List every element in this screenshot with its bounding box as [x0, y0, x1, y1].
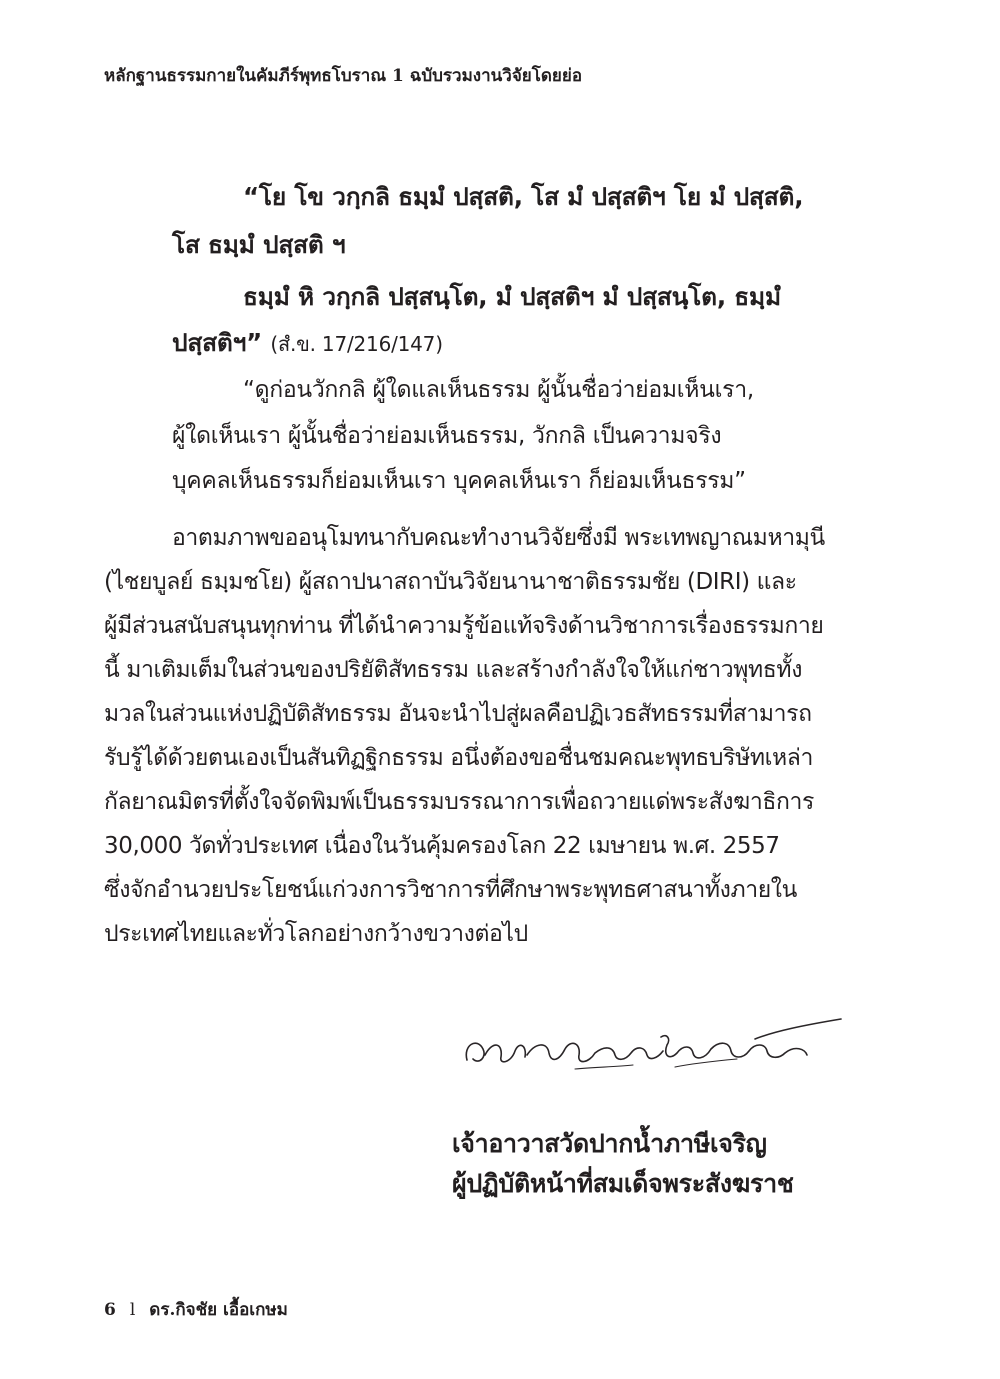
- signatory-title-1: เจ้าอาวาสวัดปากน้ำภาษีเจริญ: [452, 1129, 767, 1158]
- paragraph-line: นี้ มาเติมเต็มในส่วนของปริยัติสัทธรรม และสร้างกำลังใจให้แก่ชาวพุทธทั้ง: [104, 657, 803, 683]
- paragraph-line: มวลในส่วนแห่งปฏิบัติสัทธรรม อันจะนำไปสู่ผลคือปฏิเวธสัทธรรมที่สามารถ: [104, 701, 812, 727]
- running-header: หลักฐานธรรมกายในคัมภีร์พุทธโบราณ 1 ฉบับรวมงานวิจัยโดยย่อ: [104, 66, 583, 86]
- pali-line-4: ปสฺสติฯ”: [172, 328, 263, 357]
- pali-line-2: โส ธมฺมํ ปสฺสติ ฯ: [172, 230, 346, 259]
- paragraph-line: 30,000 วัดทั่วประเทศ เนื่องในวันคุ้มครองโลก 22 เมษายน พ.ศ. 2557: [104, 833, 780, 859]
- paragraph-line: (ไชยบูลย์ ธมฺมชโย) ผู้สถาปนาสถาบันวิจัยนานาชาติธรรมชัย (DIRI) และ: [104, 569, 797, 595]
- pali-line-1: “โย โข วกฺกลิ ธมฺมํ ปสฺสติ, โส มํ ปสฺสติฯ โย มํ ปสฺสติ,: [243, 182, 804, 211]
- paragraph-line: อาตมภาพขออนุโมทนากับคณะทำงานวิจัยซึ่งมี พระเทพญาณมหามุนี: [172, 525, 825, 551]
- page-number: 6: [104, 1300, 116, 1320]
- footer-author: ดร.กิจชัย เอื้อเกษม: [149, 1300, 288, 1320]
- footer-separator: l: [129, 1300, 136, 1320]
- translation-line: บุคคลเห็นธรรมก็ย่อมเห็นเรา บุคคลเห็นเรา ก็ย่อมเห็นธรรม”: [172, 468, 746, 494]
- pali-line-3: ธมฺมํ หิ วกฺกลิ ปสฺสนฺโต, มํ ปสฺสติฯ มํ ปสฺสนฺโต, ธมฺมํ: [243, 282, 781, 311]
- translation-line: ผู้ใดเห็นเรา ผู้นั้นชื่อว่าย่อมเห็นธรรม, วักกลิ เป็นความจริง: [172, 423, 722, 449]
- translation-line: “ดูก่อนวักกลิ ผู้ใดแลเห็นธรรม ผู้นั้นชื่อว่าย่อมเห็นเรา,: [243, 377, 754, 403]
- citation-reference: (สํ.ข. 17/216/147): [270, 332, 443, 356]
- page-footer: [104, 1296, 288, 1323]
- paragraph-line: รับรู้ได้ด้วยตนเองเป็นสันทิฏฐิกธรรม อนึ่งต้องขอชื่นชมคณะพุทธบริษัทเหล่า: [104, 745, 814, 771]
- handwritten-signature: [455, 1015, 845, 1075]
- paragraph-line: กัลยาณมิตรที่ตั้งใจจัดพิมพ์เป็นธรรมบรรณาการเพื่อถวายแด่พระสังฆาธิการ: [104, 789, 814, 815]
- paragraph-line: ผู้มีส่วนสนับสนุนทุกท่าน ที่ได้นำความรู้ข้อแท้จริงด้านวิชาการเรื่องธรรมกาย: [104, 613, 824, 639]
- paragraph-line: ซึ่งจักอำนวยประโยชน์แก่วงการวิชาการที่ศึกษาพระพุทธศาสนาทั้งภายใน: [104, 877, 797, 903]
- paragraph-line: ประเทศไทยและทั่วโลกอย่างกว้างขวางต่อไป: [104, 921, 528, 947]
- signatory-title-2: ผู้ปฏิบัติหน้าที่สมเด็จพระสังฆราช: [452, 1169, 794, 1198]
